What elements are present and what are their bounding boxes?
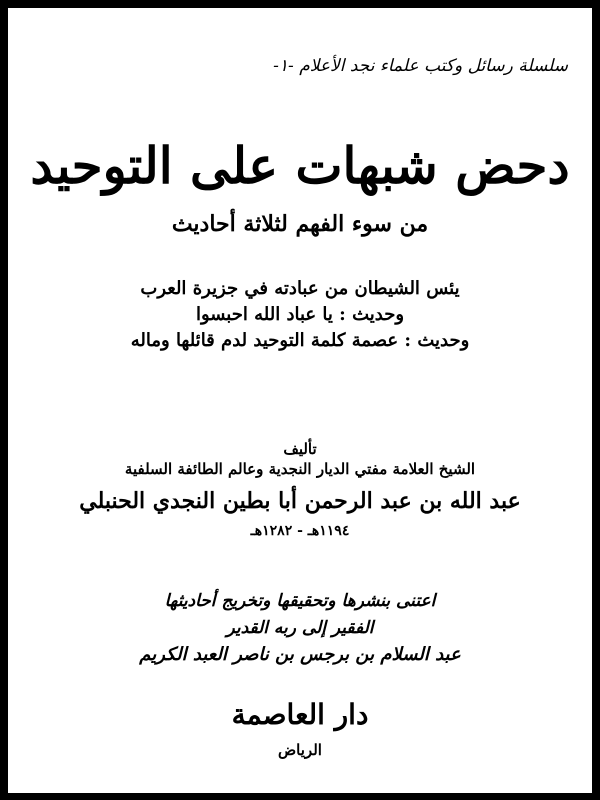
hadith-1: يئس الشيطان من عبادته في جزيرة العرب: [140, 278, 460, 299]
author-label: تأليف: [283, 440, 317, 458]
book-subtitle: من سوء الفهم لثلاثة أحاديث: [171, 211, 429, 237]
series-number: -١-: [273, 56, 294, 76]
hadith-2: وحديث : يا عباد الله احبسوا: [195, 304, 405, 325]
series-title: سلسلة رسائل وكتب علماء نجد الأعلام: [299, 56, 568, 76]
author-name: عبد الله بن عبد الرحمن أبا بطين النجدي الحنبلي: [79, 488, 521, 514]
editor-epithet: الفقير إلى ربه القدير: [226, 618, 374, 638]
author-years: ١١٩٤هـ - ١٢٨٢هـ: [250, 523, 350, 539]
author-description: الشيخ العلامة مفتي الديار النجدية وعالم الطائفة السلفية: [124, 460, 476, 478]
hadith-3: وحديث : عصمة كلمة التوحيد لدم قائلها وماله: [130, 330, 470, 351]
series-header: [273, 56, 568, 76]
publisher-name: دار العاصمة: [231, 698, 369, 731]
book-title-page: [8, 8, 592, 793]
editor-name: عبد السلام بن برجس بن ناصر العبد الكريم: [139, 644, 461, 665]
book-title: دحض شبهات على التوحيد: [30, 136, 570, 195]
publisher-city: الرياض: [278, 741, 322, 759]
editor-credit: اعتنى بنشرها وتحقيقها وتخريج أحاديثها: [164, 591, 436, 611]
